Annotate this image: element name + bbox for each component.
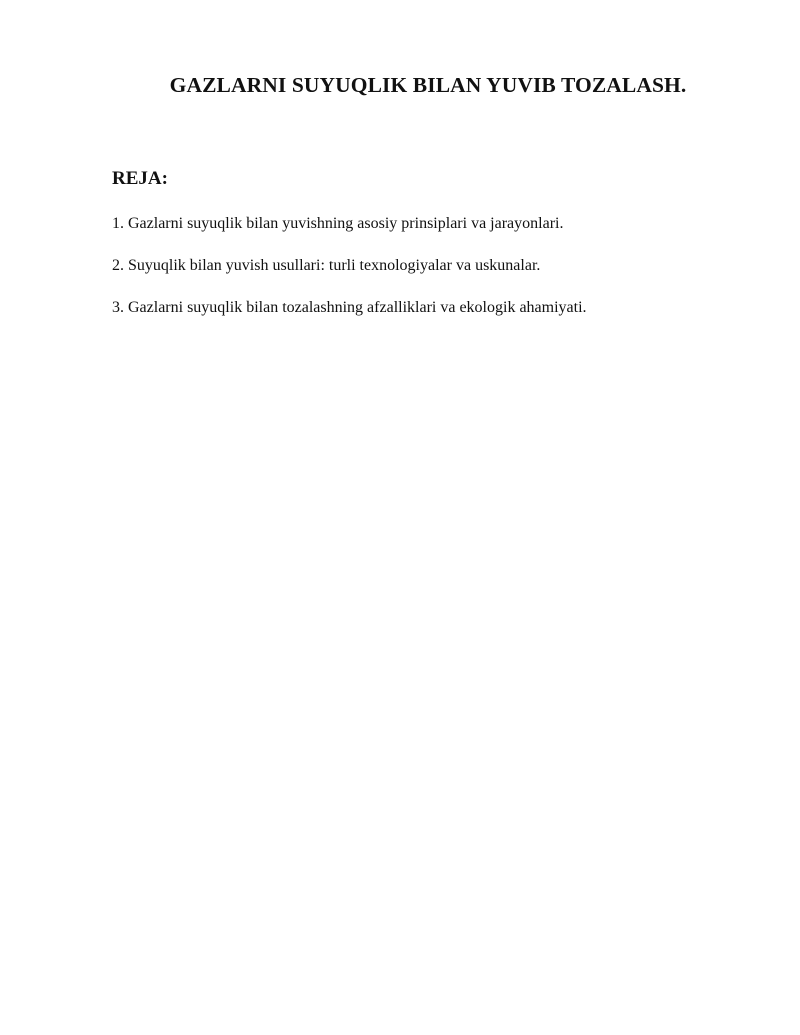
plan-item: 1. Gazlarni suyuqlik bilan yuvishning asosiy prinsiplari va jarayonlari.	[112, 215, 564, 232]
plan-list	[112, 213, 587, 339]
plan-item: 3. Gazlarni suyuqlik bilan tozalashning afzalliklari va ekologik ahamiyati.	[112, 299, 587, 316]
plan-item: 2. Suyuqlik bilan yuvish usullari: turli texnologiyalar va uskunalar.	[112, 257, 541, 274]
plan-heading: REJA:	[112, 168, 168, 189]
document-title: GAZLARNI SUYUQLIK BILAN YUVIB TOZALASH.	[169, 73, 687, 97]
